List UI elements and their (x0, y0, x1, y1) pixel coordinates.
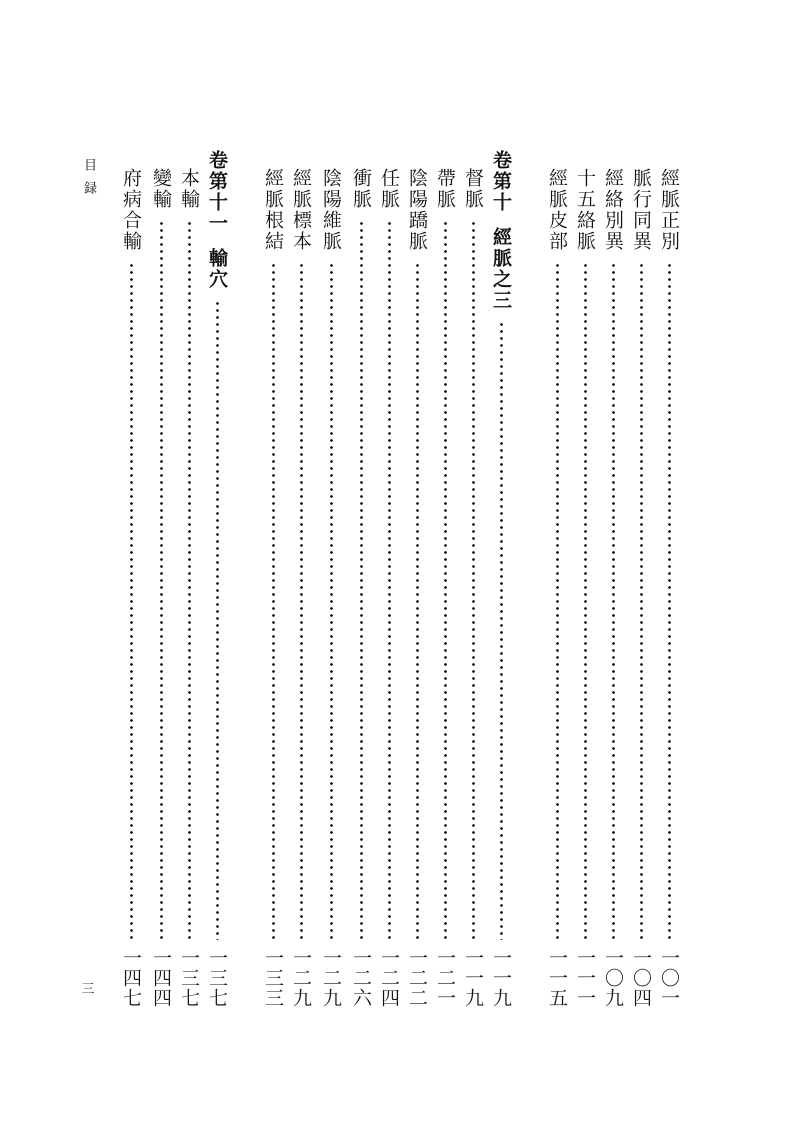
margin-section-label: 目録 (81, 158, 96, 204)
entry-page: 一四七 (120, 948, 142, 1008)
entry-page: 一三三 (262, 948, 284, 1008)
dot-leader (188, 220, 191, 940)
entry-title: 經脈皮部 (546, 168, 568, 252)
volume-title: 卷第十一 (206, 150, 228, 234)
entry-page: 一一九 (462, 948, 484, 1008)
entry-page: 一一五 (546, 948, 568, 1008)
toc-entry[interactable] (318, 168, 344, 1008)
entry-title: 陰陽蹻脈 (406, 168, 428, 252)
entry-title: 變輸 (150, 168, 172, 210)
entry-page: 一三七 (206, 948, 228, 1008)
dot-leader (216, 300, 219, 940)
dot-leader (668, 262, 671, 940)
entry-title: 任脈 (378, 168, 400, 210)
dot-leader (272, 262, 275, 940)
entry-title: 本輸 (178, 168, 200, 210)
toc-entry[interactable] (628, 168, 654, 1008)
entry-title: 經絡別異 (602, 168, 624, 252)
page-number: 三 (81, 982, 95, 997)
entry-title: 陰陽維脈 (320, 168, 342, 252)
dot-leader (444, 220, 447, 940)
dot-leader (360, 220, 363, 940)
dot-leader (472, 220, 475, 940)
toc-entry[interactable] (260, 168, 286, 1008)
dot-leader (300, 262, 303, 940)
dot-leader (416, 262, 419, 940)
toc-entry[interactable] (656, 168, 682, 1008)
toc-volume-heading[interactable] (488, 150, 514, 1008)
toc-entry[interactable] (572, 168, 598, 1008)
entry-page: 一二二 (406, 948, 428, 1008)
entry-page: 一一一 (574, 948, 596, 1008)
entry-page: 一二九 (320, 948, 342, 1008)
entry-title: 經脈根結 (262, 168, 284, 252)
entry-page: 一一九 (490, 948, 512, 1008)
dot-leader (640, 262, 643, 940)
volume-subtitle: 經脈之三 (490, 227, 512, 311)
entry-title: 督脈 (462, 168, 484, 210)
entry-page: 一二六 (350, 948, 372, 1008)
toc-entry[interactable] (600, 168, 626, 1008)
dot-leader (160, 220, 163, 940)
dot-leader (612, 262, 615, 940)
entry-page: 一二一 (434, 948, 456, 1008)
toc-entry[interactable] (176, 168, 202, 1008)
entry-title: 衝脈 (350, 168, 372, 210)
toc-entry[interactable] (460, 168, 486, 1008)
entry-page: 一四四 (150, 948, 172, 1008)
entry-page: 一〇一 (658, 948, 680, 1008)
dot-leader (388, 220, 391, 940)
toc-entry[interactable] (404, 168, 430, 1008)
toc-entry[interactable] (348, 168, 374, 1008)
entry-page: 一〇四 (630, 948, 652, 1008)
toc-entry[interactable] (118, 168, 144, 1008)
entry-title: 府病合輸 (120, 168, 142, 252)
entry-page: 一二九 (290, 948, 312, 1008)
entry-page: 一二四 (378, 948, 400, 1008)
dot-leader (584, 262, 587, 940)
volume-subtitle: 輸穴 (206, 248, 228, 290)
toc-volume-heading[interactable] (204, 150, 230, 1008)
dot-leader (556, 262, 559, 940)
dot-leader (330, 262, 333, 940)
entry-page: 一〇九 (602, 948, 624, 1008)
toc-entry[interactable] (148, 168, 174, 1008)
entry-title: 脈行同異 (630, 168, 652, 252)
toc-entry[interactable] (432, 168, 458, 1008)
dot-leader (130, 262, 133, 940)
entry-page: 一三七 (178, 948, 200, 1008)
entry-title: 帶脈 (434, 168, 456, 210)
toc-entry[interactable] (376, 168, 402, 1008)
dot-leader (500, 321, 503, 940)
entry-title: 經脈正別 (658, 168, 680, 252)
toc-entry[interactable] (288, 168, 314, 1008)
entry-title: 經脈標本 (290, 168, 312, 252)
volume-title: 卷第十 (490, 150, 512, 213)
entry-title: 十五絡脈 (574, 168, 596, 252)
toc-entry[interactable] (544, 168, 570, 1008)
